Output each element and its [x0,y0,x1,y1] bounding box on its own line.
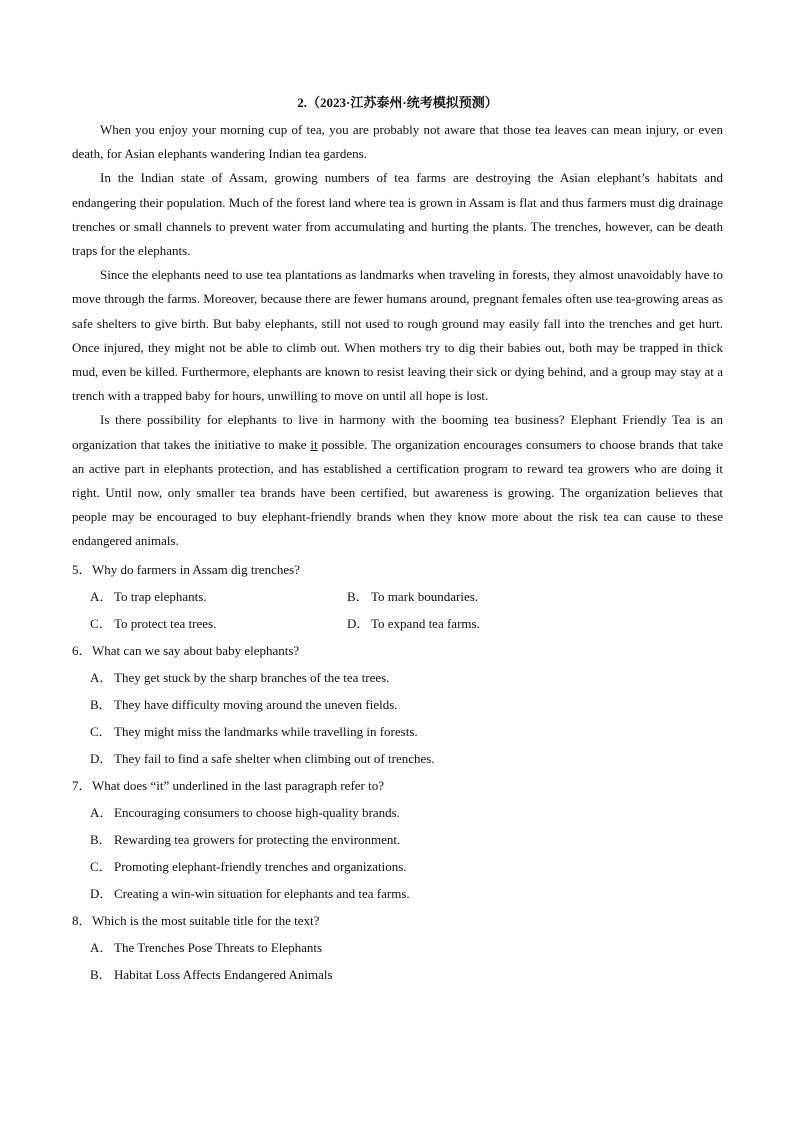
option-d[interactable] [90,745,723,772]
paragraph-4-text-after: possible. The organization encourages consumers to choose brands that take an active part in elephants protection, and has established a certification program to reward tea growers who are doing it right. Until now, only smaller tea brands have been certified, but awareness is growing. The organization believes that people may be encouraged to buy elephant-friendly brands when they know more about the risk tea can cause to these endangered animals. [72,436,723,549]
option-c[interactable] [90,853,723,880]
option-text: To trap elephants. [114,588,207,604]
question-number: 7． [72,777,92,793]
section-heading: 2.（2023·江苏泰州·统考模拟预测） [297,95,498,110]
option-letter: D． [347,615,370,631]
option-c[interactable] [90,718,723,745]
option-text: They might miss the landmarks while travelling in forests. [114,723,418,739]
passage-paragraph-4 [72,408,723,553]
option-letter: C． [90,615,112,631]
option-b[interactable] [347,583,478,610]
question-stem [72,637,723,664]
option-letter: B． [90,696,112,712]
passage-paragraph-2: In the Indian state of Assam, growing numbers of tea farms are destroying the Asian elephant’s habitats and endangering their population. Much of the forest land where tea is grown in Assam is flat and thus farmers must dig drainage trenches or small channels to prevent water from accumulating and hurting the plants. The trenches, however, can be death traps for the elephants. [72,170,723,259]
options [72,664,723,772]
option-letter: B． [90,966,112,982]
option-b[interactable] [90,826,723,853]
question-number: 5． [72,561,92,577]
option-letter: C． [90,858,112,874]
option-b[interactable] [90,961,723,988]
option-letter: A． [90,588,113,604]
options [72,934,723,988]
underlined-it: it [310,436,318,452]
question-stem [72,907,723,934]
option-text: The Trenches Pose Threats to Elephants [114,939,323,955]
option-text: They fail to find a safe shelter when climbing out of trenches. [114,750,435,766]
passage-paragraph-3: Since the elephants need to use tea plantations as landmarks when traveling in forests, they almost unavoidably have to move through the farms. Moreover, because there are fewer humans around, pregnant females often use tea-growing areas as safe shelters to give birth. But baby elephants, still not used to rough ground may easily fall into the trenches and get hurt. Once injured, they might not be able to climb out. When mothers try to dig their babies out, both may be trapped in thick mud, even be killed. Furthermore, elephants are known to resist leaving their sick or dying behind, and a group may stay at a trench with a trapped baby for hours, unwilling to move on until all hope is lost. [72,267,723,404]
option-letter: A． [90,939,113,955]
question-7 [72,772,723,907]
options [72,583,723,637]
option-a[interactable] [90,934,723,961]
option-text: They have difficulty moving around the uneven fields. [114,696,398,712]
option-a[interactable] [90,583,347,610]
option-text: Promoting elephant-friendly trenches and organizations. [114,858,407,874]
option-letter: A． [90,804,113,820]
option-d[interactable] [90,880,723,907]
question-number: 6． [72,642,92,658]
option-letter: D． [90,750,113,766]
option-row [90,610,723,637]
option-b[interactable] [90,691,723,718]
option-text: They get stuck by the sharp branches of the tea trees. [114,669,390,685]
option-text: Rewarding tea growers for protecting the environment. [114,831,401,847]
option-text: Encouraging consumers to choose high-quality brands. [114,804,400,820]
option-text: Creating a win-win situation for elephants and tea farms. [114,885,410,901]
question-stem [72,772,723,799]
question-text: Which is the most suitable title for the text? [92,912,320,928]
options [72,799,723,907]
option-text: Habitat Loss Affects Endangered Animals [114,966,333,982]
option-a[interactable] [90,664,723,691]
question-text: What can we say about baby elephants? [92,642,300,658]
option-text: To expand tea farms. [371,615,480,631]
question-text: Why do farmers in Assam dig trenches? [92,561,300,577]
option-letter: B． [90,831,112,847]
question-stem [72,556,723,583]
paragraph-4-text-before: Is there possibility for elephants to live in harmony with the booming tea business? Elephant Friendly Tea is an organization that takes the initiative to make [72,412,723,452]
option-letter: D． [90,885,113,901]
question-6 [72,637,723,772]
option-letter: B． [347,588,369,604]
option-letter: A． [90,669,113,685]
passage-paragraph-1: When you enjoy your morning cup of tea, you are probably not aware that those tea leaves can mean injury, or even death, for Asian elephants wandering Indian tea gardens. [72,122,723,162]
option-text: To mark boundaries. [371,588,479,604]
question-8 [72,907,723,988]
question-number: 8． [72,912,92,928]
option-row [90,583,723,610]
option-c[interactable] [90,610,347,637]
document-page [72,94,723,988]
option-text: To protect tea trees. [114,615,217,631]
question-text: What does “it” underlined in the last paragraph refer to? [92,777,385,793]
option-a[interactable] [90,799,723,826]
option-letter: C． [90,723,112,739]
option-d[interactable] [347,610,480,637]
question-5 [72,556,723,637]
